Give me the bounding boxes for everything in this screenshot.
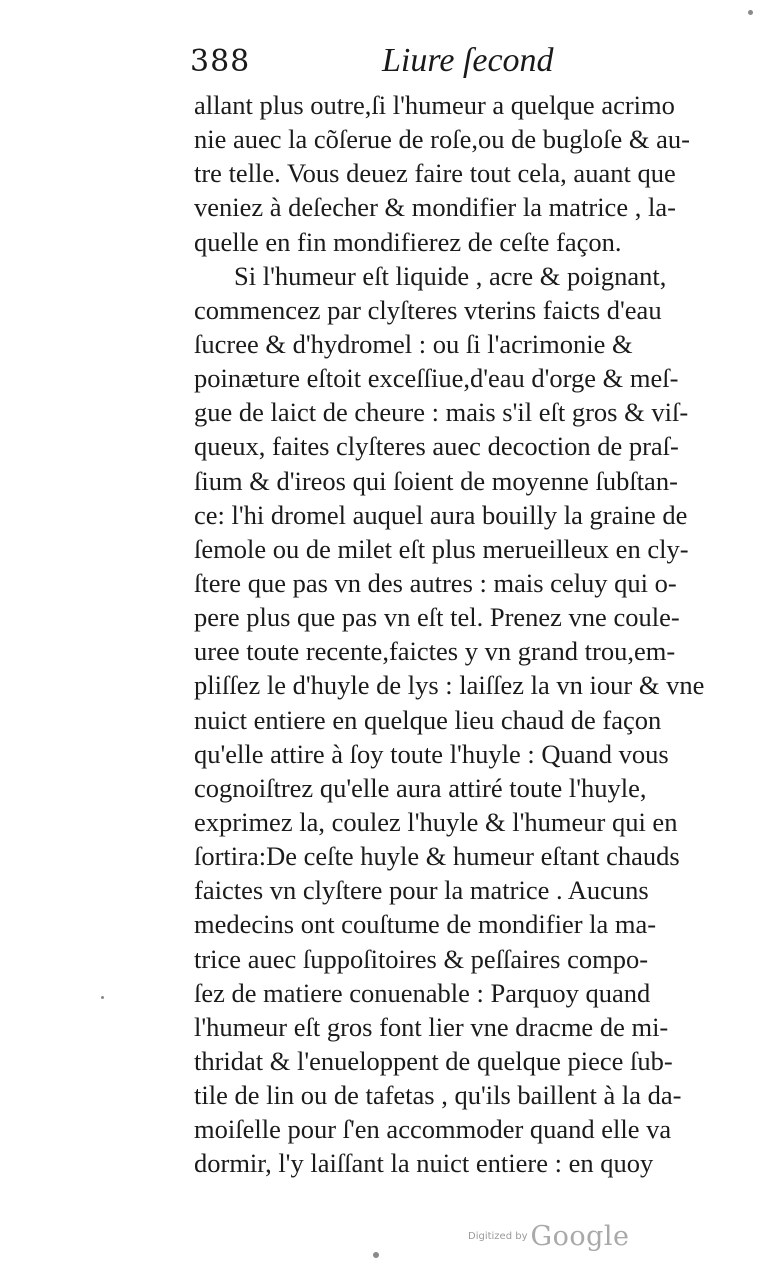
scan-speck	[101, 996, 104, 999]
text-line: ſez de matiere conuenable : Parquoy quand	[194, 977, 651, 1008]
page-number: 388	[190, 44, 251, 79]
text-line: thridat & l'enueloppent de quelque piece ſub-	[194, 1045, 673, 1076]
text-line: poinӕture eſtoit exceſſiue,d'eau d'orge & meſ-	[194, 363, 679, 394]
watermark-prefix: Digitized by	[468, 1230, 528, 1242]
page-header	[190, 44, 750, 92]
text-line: tre telle. Vous deuez faire tout cela, auant que	[194, 158, 676, 189]
text-line: quelle en fin mondifierez de ceſte façon.	[194, 226, 622, 257]
text-line: queux, faites clyſteres auec decoction de praſ-	[194, 431, 679, 462]
text-line: pliſſez le d'huyle de lys : laiſſez la vn iour & vne	[194, 670, 705, 701]
text-line: ce: l'hi dromel auquel aura bouilly la graine de	[194, 499, 688, 530]
text-line: ſucree & d'hydromel : ou ſi l'acrimonie &	[194, 328, 633, 359]
body-text	[194, 88, 734, 1181]
text-line: trice auec ſuppoſitoires & peſſaires compo-	[194, 943, 649, 974]
text-line: uree toute recente,faictes y vn grand trou,em-	[194, 636, 676, 667]
digitized-watermark	[468, 1218, 629, 1254]
text-line: allant plus outre,ſi l'humeur a quelque acrimo	[194, 90, 675, 120]
text-line: ſortira:De ceſte huyle & humeur eſtant chauds	[194, 841, 680, 872]
text-line: pere plus que pas vn eſt tel. Prenez vne coule-	[194, 602, 680, 633]
scan-speck	[748, 10, 753, 15]
text-line: ſium & d'ireos qui ſoient de moyenne ſubſtan-	[194, 465, 678, 496]
text-line: faictes vn clyſtere pour la matrice . Aucuns	[194, 875, 649, 906]
text-line: ſtere que pas vn des autres : mais celuy qui o-	[194, 567, 677, 598]
text-line: cognoiſtrez qu'elle aura attiré toute l'huyle,	[194, 772, 647, 803]
text-line: veniez à deſecher & mondifier la matrice , la-	[194, 192, 676, 223]
running-title: Liure ſecond	[382, 42, 554, 79]
text-line: exprimez la, coulez l'huyle & l'humeur qui en	[194, 806, 678, 837]
text-line: commencez par clyſteres vterins faicts d'eau	[194, 294, 662, 325]
text-line: qu'elle attire à ſoy toute l'huyle : Quand vous	[194, 738, 669, 769]
text-line: tile de lin ou de tafetas , qu'ils baillent à la da-	[194, 1080, 682, 1111]
text-line: ſemole ou de milet eſt plus merueilleux en cly-	[194, 533, 689, 564]
text-line: medecins ont couſtume de mondifier la ma-	[194, 909, 657, 940]
google-logo: Google	[530, 1220, 630, 1252]
text-line: moiſelle pour ſ'en accommoder quand elle va	[194, 1114, 672, 1145]
text-line: l'humeur eſt gros font lier vne dracme de mi-	[194, 1011, 669, 1042]
text-line: nuict entiere en quelque lieu chaud de façon	[194, 704, 662, 735]
text-line: gue de laict de cheure : mais s'il eſt gros & viſ-	[194, 397, 689, 428]
scan-speck	[373, 1252, 379, 1258]
text-line: dormir, l'y laiſſant la nuict entiere : en quoy	[194, 1148, 654, 1179]
text-line: nie auec la cõſerue de roſe,ou de bugloſe & au-	[194, 124, 690, 155]
text-line-paragraph-start: Si l'humeur eſt liquide , acre & poignant,	[234, 260, 667, 291]
